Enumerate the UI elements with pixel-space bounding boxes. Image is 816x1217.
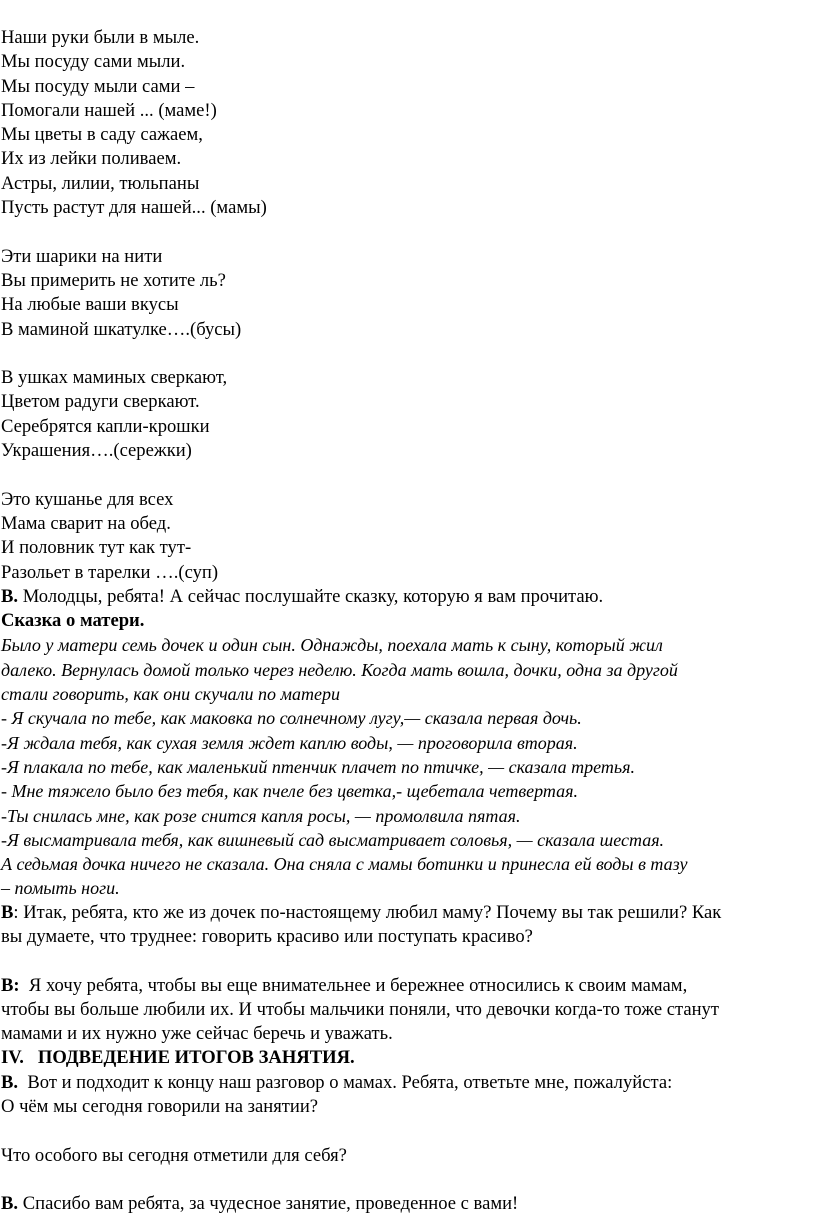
poem-line: Это кушанье для всех xyxy=(1,488,174,510)
poem-line: В ушках маминых сверкают, xyxy=(1,367,228,389)
tale-line: -Ты снилась мне, как розе снится капля росы, — промолвила пятая. xyxy=(1,805,521,826)
tale-body xyxy=(0,633,816,900)
remark-text: Я хочу ребята, чтобы вы еще внимательнее и бережнее относились к своим мамам, xyxy=(19,974,688,996)
speaker-label: В. xyxy=(1,585,19,607)
poem-line: Мы посуду мыли сами – xyxy=(1,75,195,97)
teacher-question: Что особого вы сегодня отметили для себя? xyxy=(1,1144,347,1166)
teacher-question xyxy=(0,1071,816,1095)
tale-line: – помыть ноги. xyxy=(1,878,120,899)
teacher-remark-cont: чтобы вы больше любили их. И чтобы мальчики поняли, что девочки когда-то тоже станут xyxy=(1,998,719,1020)
speaker-label: В: xyxy=(1,974,20,996)
section-heading: IV. ПОДВЕДЕНИЕ ИТОГОВ ЗАНЯТИЯ. xyxy=(1,1047,355,1069)
poem-line: Серебрятся капли-крошки xyxy=(1,415,210,437)
poem-line: На любые ваши вкусы xyxy=(1,294,179,316)
poem-line: В маминой шкатулке….(бусы) xyxy=(1,318,242,340)
tale-title: Сказка о матери. xyxy=(1,610,145,632)
tale-line: -Я высматривала тебя, как вишневый сад высматривает соловья, — сказала шестая. xyxy=(1,829,665,850)
poem-line: Цветом радуги сверкают. xyxy=(1,391,200,413)
speaker-label: В xyxy=(1,901,14,923)
question-text: : Итак, ребята, кто же из дочек по-настоящему любил маму? Почему вы так решили? Как xyxy=(13,901,722,923)
tale-line: - Мне тяжело было без тебя, как пчеле без цветка,- щебетала четвертая. xyxy=(1,781,579,802)
poem-line: Мама сварит на обед. xyxy=(1,512,171,534)
poem-line: Наши руки были в мыле. xyxy=(1,27,200,48)
teacher-question-cont: О чём мы сегодня говорили на занятии? xyxy=(1,1096,319,1118)
poem-line: Мы цветы в саду сажаем, xyxy=(1,124,203,146)
closing-text: Спасибо вам ребята, за чудесное занятие, проведенное с вами! xyxy=(18,1193,519,1215)
poem-stanza-1 xyxy=(0,26,816,220)
teacher-question-cont: вы думаете, что труднее: говорить красиво или поступать красиво? xyxy=(1,925,533,947)
teacher-intro xyxy=(0,585,816,609)
tale-line: стали говорить, как они скучали по матери xyxy=(1,684,340,705)
blank-line xyxy=(0,1119,816,1143)
poem-line: Помогали нашей ... (маме!) xyxy=(1,99,217,121)
blank-line xyxy=(0,220,816,244)
teacher-closing xyxy=(0,1192,816,1216)
tale-line: - Я скучала по тебе, как маковка по солнечному лугу,— сказала первая дочь. xyxy=(1,708,582,729)
poem-stanza-3 xyxy=(0,366,816,463)
poem-line: Разольет в тарелки ….(суп) xyxy=(1,561,219,583)
teacher-remark xyxy=(0,974,816,998)
blank-line xyxy=(0,463,816,487)
document-page xyxy=(0,26,816,1217)
blank-line xyxy=(0,342,816,366)
poem-line: Украшения….(сережки) xyxy=(1,440,192,462)
poem-line: Мы посуду сами мыли. xyxy=(1,51,186,73)
poem-stanza-4 xyxy=(0,488,816,585)
poem-line: Их из лейки поливаем. xyxy=(1,148,182,170)
tale-line: А седьмая дочка ничего не сказала. Она сняла с мамы ботинки и принесла ей воды в тазу xyxy=(1,854,688,875)
blank-line xyxy=(0,949,816,973)
speaker-label: В. xyxy=(1,1071,19,1093)
poem-line: Вы примерить не хотите ль? xyxy=(1,269,226,291)
tale-line: далеко. Вернулась домой только через неделю. Когда мать вошла, дочки, одна за другой xyxy=(1,659,678,680)
blank-line xyxy=(0,1168,816,1192)
poem-line: Эти шарики на нити xyxy=(1,245,163,267)
question-text: Вот и подходит к концу наш разговор о мамах. Ребята, ответьте мне, пожалуйста: xyxy=(18,1071,673,1093)
poem-stanza-2 xyxy=(0,245,816,342)
tale-line: -Я ждала тебя, как сухая земля ждет каплю воды, — проговорила вторая. xyxy=(1,732,578,753)
tale-line: Было у матери семь дочек и один сын. Однажды, поехала мать к сыну, который жил xyxy=(1,635,663,656)
poem-line: Астры, лилии, тюльпаны xyxy=(1,172,200,194)
speaker-label: В. xyxy=(1,1193,19,1215)
intro-text: Молодцы, ребята! А сейчас послушайте сказку, которую я вам прочитаю. xyxy=(18,585,604,607)
teacher-question xyxy=(0,901,816,925)
poem-line: Пусть растут для нашей... (мамы) xyxy=(1,197,267,219)
poem-line: И половник тут как тут- xyxy=(1,537,192,559)
tale-line: -Я плакала по тебе, как маленький птенчик плачет по птичке, — сказала третья. xyxy=(1,756,635,777)
teacher-remark-cont: мамами и их нужно уже сейчас беречь и уважать. xyxy=(1,1023,393,1045)
